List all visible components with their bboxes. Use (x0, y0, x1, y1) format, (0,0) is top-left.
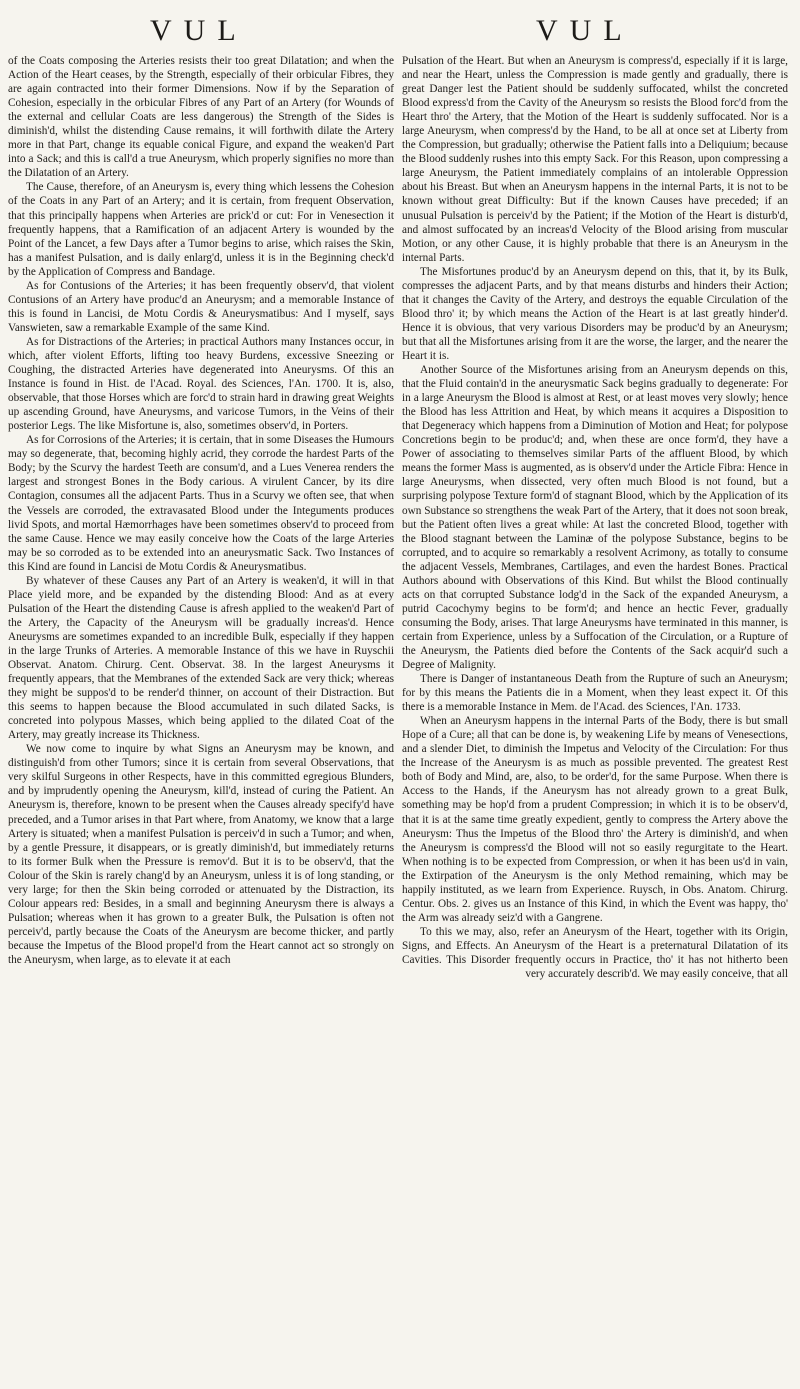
paragraph: As for Contusions of the Arteries; it has been frequently observ'd, that violent Contusions of an Artery have produc'd an Aneurysm; and a memorable Instance of this is found in Lancisi, de Motu Cordis & Aneurysmatibus: And I myself, says Vanswieten, saw a remarkable Example of the same Kind. (8, 279, 394, 334)
left-column (8, 54, 394, 967)
paragraph: As for Distractions of the Arteries; in practical Authors many Instances occur, in which, after violent Efforts, lifting too heavy Burdens, excessive Sneezing or Coughing, the distracted Arteries have degenerated into Aneurysms. Of this an Instance is found in Hist. de l'Acad. Royal. des Sciences, l'An. 1700. It is, also, observable, that those Horses which are forc'd to strain hard in drawing great Weights up ascending Ground, have Aneurysms, and varicose Tumors, in the Veins of their posterior Legs. The like Misfortune is, also, sometimes observ'd, in Porters. (8, 335, 394, 433)
paragraph: The Misfortunes produc'd by an Aneurysm depend on this, that it, by its Bulk, compresses the adjacent Parts, and by that means disturbs and hinders their Action; that it changes the Cavity of the Artery, and destroys the equable Circulation of the Blood thro' it; by which means the Action of the Heart is at last greatly hinder'd. Hence it is obvious, that very various Disorders may be produc'd by an Aneurysm; but that all the Misfortunes arising from it are the worse, the larger, and the nearer the Heart it is. (402, 265, 788, 362)
running-head-left: VUL (150, 14, 248, 47)
paragraph: We now come to inquire by what Signs an Aneurysm may be known, and distinguish'd from other Tumors; since it is certain from several Observations, that very skilful Surgeons in other Respects, have in this committed egregious Blunders, and by imprudently opening the Aneurysm, kill'd, instead of curing the Patient. An Aneurysm is, therefore, known to be present when the Causes already specify'd have preceded, and a Tumor arises in that Part where, from Anatomy, we know that a large Artery is situated; when a manifest Pulsation is perceiv'd in such a Tumor; and when, by a gentle Pressure, it disappears, or is greatly diminish'd, but immediately returns to its former Bulk when the Pressure is remov'd. But it is to be observ'd, that the Colour of the Skin is rarely chang'd by an Aneurysm, unless it is of long standing, or very large; for then the Skin being corroded or attenuated by the Distraction, its Colour appears red: Besides, in a small and beginning Aneurysm there is always a Pulsation; whereas when it has grown to a greater Bulk, the Pulsation is often not perceiv'd, partly because the Coats of the Aneurysm are become thicker, and partly because the Impetus of the Blood propel'd from the Heart cannot act so strongly on the Aneurysm, when large, as to elevate it at each (8, 743, 394, 966)
right-column (402, 54, 788, 981)
running-head (0, 14, 800, 54)
paragraph: As for Corrosions of the Arteries; it is certain, that in some Diseases the Humours may so degenerate, that, becoming highly acrid, they corrode the hardest Parts of the Body; by the Scurvy the hardest Teeth are consum'd, and a Lues Venerea renders the largest and strongest Bones in the Body carious. A virulent Cancer, by its dire Contagion, consumes all the adjacent Parts. Thus in a Scurvy we often see, that when the Vessels are corroded, the extravasated Blood under the Integuments produces livid Spots, and mortal Hæmorrhages have been sometimes observ'd to proceed from the same Cause. Hence we may easily conceive how the Coats of the large Arteries may be so corroded as to be extended into an aneurysmatic Sack. Two Instances of this Kind are found in Lancisi de Motu Cordis & Aneurysmatibus. (8, 434, 394, 573)
paragraph: To this we may, also, refer an Aneurysm of the Heart, together with its Origin, Signs, and Effects. An Aneurysm of the Heart is a preternatural Dilatation of its Cavities. This Disorder frequently occurs in Practice, tho' it has not hitherto been very accurately describ'd. We may easily conceive, that all (402, 925, 788, 981)
paragraph: When an Aneurysm happens in the internal Parts of the Body, there is but small Hope of a Cure; all that can be done is, by weakening Life by means of Venesections, and a slender Diet, to diminish the Impetus and Velocity of the Circulation: For thus the Increase of the Aneurysm is as much as possible prevented. The greatest Rest both of Body and Mind, are, also, to be order'd, for the same Purpose. When there is Access to the Hands, if the Aneurysm has not already grown to a great Bulk, something may be hop'd from a prudent Compression; in which it is to be observ'd, that it is at the same time greatly expedient, gently to compress the Artery above the Aneurysm: Thus the Impetus of the Blood thro' the Artery is diminish'd, and when the Aneurysm is compress'd the Blood will not so easily regurgitate to the Heart. When nothing is to be expected from Compression, or when it has been us'd in vain, the Extirpation of the Aneurysm is the only Method remaining, which may be happily instituted, as we learn from Experience. Ruysch, in Obs. Anatom. Chirurg. Centur. Obs. 2. gives us an Instance of this Kind, in which the Event was happy, tho' the Arm was already seiz'd with a Gangrene. (402, 715, 788, 924)
paragraph: There is Danger of instantaneous Death from the Rupture of such an Aneurysm; for by this means the Patients die in a Moment, when they least expect it. Of this there is a memorable Instance in Mem. de l'Acad. des Sciences, l'An. 1733. (402, 673, 788, 714)
paragraph: of the Coats composing the Arteries resists their too great Dilatation; and when the Action of the Heart ceases, by the Strength, especially of their orbicular Fibres, they are again contracted into their former Dimensions. Now if by the Separation of Cohesion, especially in the orbicular Fibres of any Part of an Artery (for Wounds of the external and cellular Coats are less dangerous) the Strength of the Sides is diminish'd, whilst the distending Cause remains, it will forthwith dilate the Artery more in that Part, change its equable conical Figure, and expand the weaken'd Part into a Sack; and this is call'd a true Aneurysm, which properly signifies no more than the Dilatation of an Artery. (8, 55, 394, 180)
paragraph: Another Source of the Misfortunes arising from an Aneurysm depends on this, that the Fluid contain'd in the aneurysmatic Sack begins gradually to degenerate: For in a large Aneurysm the Blood is almost at Rest, or at least moves very slowly; hence the Blood has less Attrition and Heat, by which means it acquires a Disposition to that Degeneracy which happens from a Diminution of Motion and Heat; for polypose Concretions begin to be produc'd; and, when these are once form'd, they have a Power of associating to themselves similar Parts of the affluent Blood, by which means the former Mass is augmented, as is observ'd under the Article Fibra: Hence in large Aneurysms, when dissected, very often much Blood is not found, but a surprising polypose Texture form'd of stagnant Blood, which by the Application of its own Substance so strengthens the weak Part of the Artery, that it does not soon break, but the Patient often lives a great while: At last the concreted Blood, together with the Blood stagnant between the Laminæ of the polypose Substance, begins to be corrupted, and to acquire so remarkably a resolvent Acrimony, as totally to consume the adjacent Vessels, Membranes, Cartilages, and even the hardest Bones. Practical Authors abound with Observations of this Kind. But whilst the Blood continually acts on that corrupted Substance lodg'd in the Sack of the expanded Aneurysm, a putrid Cacochymy begins to be form'd; and hence an hectic Fever, gradually consuming the Body, arises. That large Aneurysms have terminated in this manner, is certain from Experience, unless by a Suffocation of the Circulation, or a Rupture of the Aneurysm, the Patients died before the Contents of the Sack acquir'd such a Degree of Malignity. (402, 364, 788, 672)
paragraph: The Cause, therefore, of an Aneurysm is, every thing which lessens the Cohesion of the Coats in any Part of an Artery; and it is certain, from frequent Observation, that this principally happens when Arteries are prick'd or cut: For in Venesection it frequently happens, that a Ramification of an adjacent Artery is wounded by the Point of the Lancet, a few Days after a Tumor begins to arise, which raises the Skin, has a manifest Pulsation, and is daily enlarg'd, unless it is in the Beginning check'd by the Application of Compress and Bandage. (8, 181, 394, 278)
paragraph: Pulsation of the Heart. But when an Aneurysm is compress'd, especially if it is large, and near the Heart, unless the Compression is made gently and gradually, there is great Danger lest the Patient should be suddenly suffocated, whilst the concreted Blood express'd from the Cavity of the Aneurysm so resists the Blood forc'd from the Heart thro' the Artery, that the Motion of the Heart is suddenly suffocated. Nor is a large Aneurysm, when compress'd by the Hand, to be all at once set at Liberty from the Compression, but gradually; otherwise the Patient falls into a Deliquium; because the Blood suddenly rushes into this empty Sack. For this Reason, upon compressing a large Aneurysm, the Patient immediately complains of an intolerable Oppression about his Breast. But when an Aneurysm happens in the internal Parts, it is not to be known without great Difficulty: But if the known Causes have preceded; if an unusual Pulsation is perceiv'd by the Patient; if the Motion of the Heart is disturb'd, and almost suffocated by an increas'd Velocity of the Blood arising from muscular Motion, or any other Cause, it is highly probable that there is an Aneurysm in the internal Parts. (402, 55, 788, 264)
running-head-right: VUL (536, 14, 634, 47)
paragraph: By whatever of these Causes any Part of an Artery is weaken'd, it will in that Place yield more, and be expanded by the distending Blood: And as at every Pulsation of the Heart the distending Cause is afresh applied to the weaken'd Part of the Artery, the Capacity of the Aneurysm will be gradually increas'd. Hence Aneurysms are sometimes expanded to an incredible Bulk, especially if they happen in the large Trunks of Arteries. A memorable Instance of this we have in Ruyschii Observat. Anatom. Chirurg. Cent. Observat. 38. In the largest Aneurysms it frequently appears, that the Membranes of the extended Sack are very thick; whereas they might be suppos'd to be render'd thinner, on account of their Distraction. But this seems to happen because the Blood accumulated in such dilated Sacks, is concreted into polypous Masses, which being applied to the dilated Coat of the Artery, may greatly increase its Thickness. (8, 574, 394, 742)
